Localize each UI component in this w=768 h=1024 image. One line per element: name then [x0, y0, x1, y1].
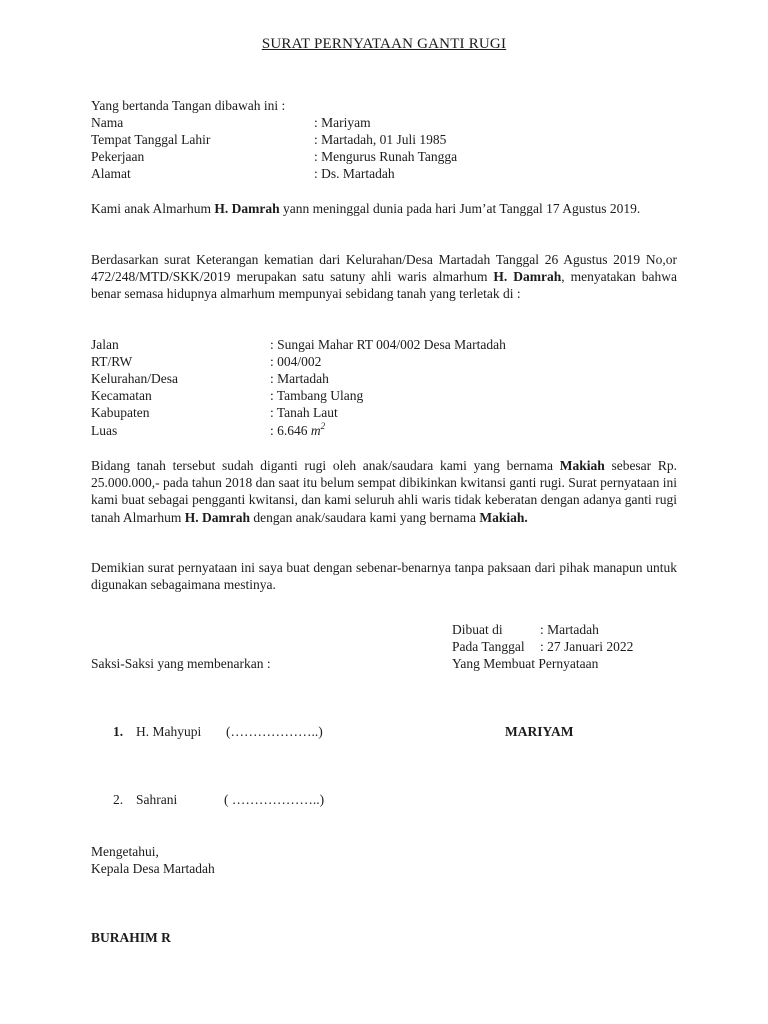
place-label: Dibuat di — [452, 622, 503, 637]
village-value: : Martadah — [270, 371, 329, 386]
p1-text-b: yann meninggal dunia pada hari Jum’at Tanggal 17 Agustus 2019. — [279, 201, 641, 216]
maker-label: Yang Membuat Pernyataan — [452, 656, 599, 671]
date-value: : 27 Januari 2022 — [540, 639, 634, 654]
village-head-name: BURAHIM R — [91, 930, 171, 945]
district-value: : Tambang Ulang — [270, 388, 364, 403]
p1-name: H. Damrah — [214, 201, 280, 216]
paragraph-compensation — [91, 457, 677, 526]
p2-text-a: Berdasarkan surat Keterangan kematian dari Kelurahan/Desa Martadah Tanggal 26 Agustus 2019 No,or 472/248/MTD/SKK/2019 merupakan satu satuny ahli waris almarhum — [91, 252, 677, 285]
p3-text-a: Bidang tanah tersebut sudah diganti rugi oleh anak/saudara kami yang bernama — [91, 458, 560, 473]
date-label: Pada Tanggal — [452, 639, 525, 654]
area-unit: m — [310, 423, 321, 438]
acknowledged-label: Mengetahui, — [91, 844, 159, 859]
regency-label: Kabupaten — [91, 405, 150, 420]
p3-name-2: H. Damrah — [184, 509, 250, 525]
intro-line: Yang bertanda Tangan dibawah ini : — [91, 98, 286, 113]
area-exponent: 2 — [320, 421, 326, 431]
p3-name-3: Makiah. — [479, 509, 528, 525]
job-value: : Mengurus Runah Tangga — [314, 149, 458, 164]
p2-text-b: , menyatakan bahwa benar semasa hidupnya almarhum mempunyai sebidang tanah yang terletak di : — [91, 269, 677, 302]
regency-value: : Tanah Laut — [270, 405, 338, 420]
village-head-title: Kepala Desa Martadah — [91, 861, 215, 876]
job-label: Pekerjaan — [91, 149, 145, 164]
street-value: : Sungai Mahar RT 004/002 Desa Martadah — [270, 337, 506, 352]
district-label: Kecamatan — [91, 388, 152, 403]
name-label: Nama — [91, 115, 124, 130]
p3-text-b: sebesar Rp. 25.000.000,- pada tahun 2018 dan saat itu belum sempat dibikinkan kwitansi ganti rugi. Surat pernyataan ini kami buat sebagai pengganti kwitansi, dan kami seluruh ahli waris tidak keberatan dengan adanya ganti rugi tanah Almarhum — [91, 458, 678, 525]
witness-1-name: H. Mahyupi — [136, 724, 202, 739]
place-value: : Martadah — [540, 622, 599, 637]
p3-name-1: Makiah — [559, 458, 605, 473]
paragraph-deceased — [91, 200, 677, 217]
witness-2-name: Sahrani — [136, 792, 178, 807]
letter-title: SURAT PERNYATAAN GANTI RUGI — [261, 36, 507, 52]
witness-1-number: 1. — [113, 724, 124, 739]
name-value: : Mariyam — [314, 115, 371, 130]
witness-1-signature: (………………..) — [226, 724, 323, 739]
maker-name: MARIYAM — [505, 724, 574, 739]
p2-name: H. Damrah — [493, 269, 562, 285]
village-label: Kelurahan/Desa — [91, 371, 178, 386]
rtrw-value: : 004/002 — [270, 354, 322, 369]
p1-text-a: Kami anak Almarhum — [91, 201, 215, 216]
street-label: Jalan — [91, 337, 119, 352]
area-label: Luas — [91, 423, 118, 438]
birth-value: : Martadah, 01 Juli 1985 — [314, 132, 447, 147]
rtrw-label: RT/RW — [91, 354, 133, 369]
p3-text-c: dengan anak/saudara kami yang bernama — [249, 509, 480, 525]
birth-label: Tempat Tanggal Lahir — [91, 132, 211, 147]
area-value — [270, 422, 325, 439]
paragraph-closing: Demikian surat pernyataan ini saya buat dengan sebenar-benarnya tanpa paksaan dari pihak manapun untuk digunakan sebagaimana mestinya. — [91, 560, 677, 593]
address-label: Alamat — [91, 166, 131, 181]
witness-2-signature: ( ………………..) — [224, 792, 325, 807]
paragraph-heir — [91, 251, 677, 303]
witness-2-number: 2. — [113, 792, 124, 807]
witness-label: Saksi-Saksi yang membenarkan : — [91, 656, 271, 671]
area-number: : 6.646 — [270, 423, 311, 438]
address-value: : Ds. Martadah — [314, 166, 395, 181]
